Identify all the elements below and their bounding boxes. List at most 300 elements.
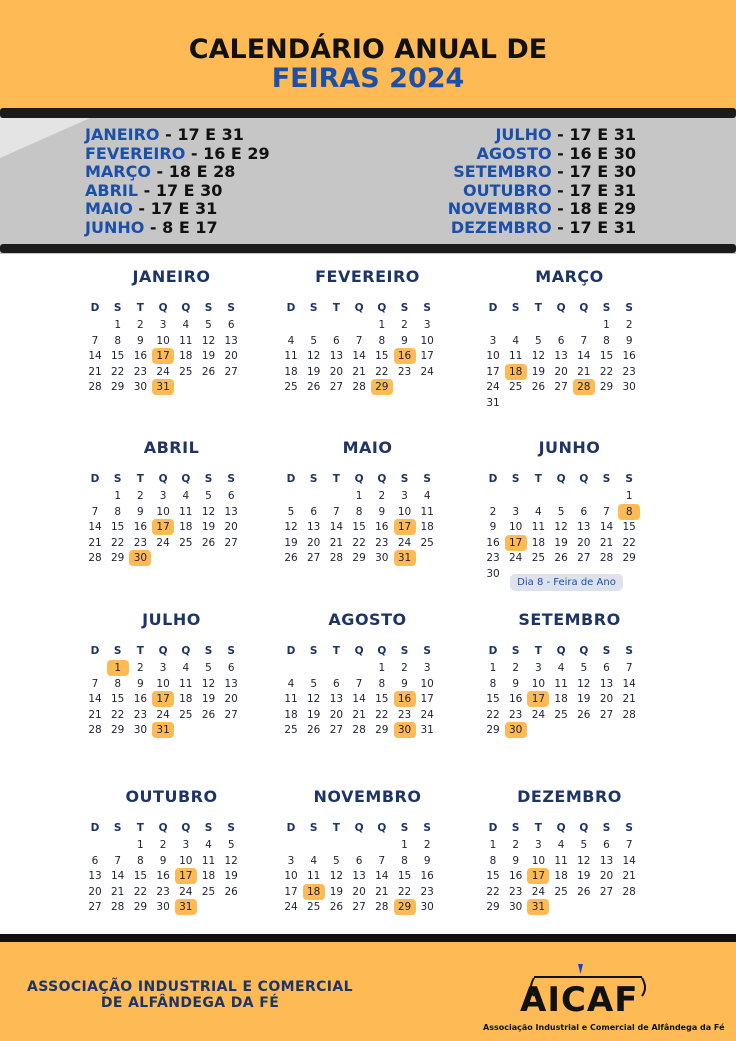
day-cell: 24 [284,901,298,913]
weekday-header: S [309,302,318,314]
summary-dates: - 8 E 17 [144,217,218,237]
day-cell: 23 [133,708,148,721]
day-cell: 11 [179,505,193,518]
summary-dates: - 17 E 31 [551,217,636,237]
day-cell: 16 [486,536,500,549]
association-line-1: ASSOCIAÇÃO INDUSTRIAL E COMERCIAL [27,979,353,995]
day-cell: 28 [329,552,344,564]
day-cell: 29 [352,552,366,564]
day-cell: 29 [111,381,125,393]
day-cell: 1 [603,319,610,331]
day-cell: 21 [352,708,366,721]
weekday-header: S [309,473,318,485]
day-cell: 1 [489,662,497,674]
summary-row [448,126,636,145]
weekday-header: Q [377,302,387,314]
weekday-header: S [113,302,122,314]
day-cell: 11 [179,334,193,347]
day-cell: 29 [622,552,636,564]
weekday-header: S [423,473,431,485]
weekday-header: T [136,645,144,657]
day-cell: 12 [329,870,344,882]
month-calendar [84,786,259,913]
day-cell: 13 [577,521,591,533]
day-cell: 4 [182,490,190,502]
fair-day: 8 [618,504,640,520]
day-cell: 25 [554,708,568,721]
day-cell: 7 [625,662,633,674]
day-cell: 14 [111,870,125,882]
day-cell: 11 [307,870,321,882]
day-cell: 29 [599,381,614,393]
weekday-header: S [602,473,611,485]
day-cell: 16 [420,870,434,882]
day-cell: 19 [577,693,591,705]
day-cell: 3 [182,839,190,851]
weekday-header: S [204,645,213,657]
day-cell: 6 [603,839,610,851]
day-cell: 14 [88,521,102,533]
weekday-header: Q [377,645,387,657]
day-cell: 13 [599,677,614,690]
day-cell: 13 [554,350,568,362]
weekday-header: D [286,822,296,834]
weekday-header: Q [158,822,168,834]
day-cell: 24 [156,365,170,378]
weekday-header: T [332,473,340,485]
day-cell: 7 [114,854,122,867]
day-cell: 7 [625,839,633,851]
month-title: JUNHO [538,438,601,457]
day-cell: 22 [111,365,125,378]
band-bottom-stroke [0,244,736,253]
day-cell: 28 [599,552,614,564]
day-cell: 27 [352,901,366,913]
day-cell: 21 [352,365,366,378]
day-cell: 19 [577,870,591,882]
day-cell: 5 [205,662,212,674]
day-cell: 3 [159,319,167,331]
summary-row [448,219,636,238]
day-cell: 22 [622,536,636,549]
month-calendar [482,786,657,913]
day-cell: 18 [201,870,216,882]
day-cell: 14 [375,870,389,882]
summary-month: AGOSTO [476,143,552,163]
day-cell: 29 [111,552,125,564]
fair-day: 16 [394,348,416,364]
day-cell: 9 [137,677,144,690]
weekday-header: Q [579,302,589,314]
weekday-header: Q [579,645,589,657]
day-cell: 30 [420,901,434,913]
day-cell: 29 [111,724,125,736]
day-cell: 3 [535,662,542,674]
day-cell: 20 [307,536,321,549]
day-cell: 26 [224,885,238,898]
day-cell: 14 [622,854,636,867]
summary-row [85,145,270,164]
day-cell: 19 [284,536,298,549]
day-cell: 9 [378,505,386,518]
day-cell: 7 [91,505,99,518]
summary-dates: - 17 E 31 [132,199,218,218]
day-cell: 23 [486,552,500,564]
month-title: JULHO [142,610,201,629]
day-cell: 24 [179,885,193,898]
footer [0,942,736,1041]
weekday-header: S [400,473,409,485]
day-cell: 13 [352,870,366,882]
month-calendar [280,609,455,736]
summary-month: JUNHO [85,217,145,237]
day-cell: 4 [310,854,318,867]
day-cell: 30 [375,552,389,564]
fair-day: 30 [129,550,151,566]
day-cell: 2 [378,490,386,502]
footer-top-stroke [0,934,736,942]
day-cell: 5 [310,677,318,690]
fair-day: 17 [505,535,527,551]
day-cell: 12 [284,521,298,533]
day-cell: 24 [420,708,434,721]
weekday-header: Q [158,302,168,314]
day-cell: 14 [88,693,102,705]
day-cell: 16 [133,693,148,705]
day-cell: 11 [179,677,193,690]
day-cell: 25 [284,724,298,736]
association-name [0,979,380,1011]
day-cell: 25 [307,901,321,913]
day-cell: 8 [137,854,144,867]
day-cell: 10 [156,677,170,690]
day-cell: 1 [378,319,386,331]
day-cell: 30 [509,901,523,913]
day-cell: 2 [401,662,408,674]
day-cell: 20 [224,350,238,362]
day-cell: 2 [159,839,167,851]
day-cell: 27 [307,552,321,564]
day-cell: 19 [531,365,546,378]
weekday-header: T [534,645,542,657]
day-cell: 11 [284,693,298,705]
day-cell: 24 [397,536,412,549]
fair-day: 1 [107,660,129,676]
day-cell: 31 [486,396,500,409]
day-cell: 20 [352,885,366,898]
day-cell: 12 [201,677,216,690]
weekday-header: S [511,645,520,657]
weekday-header: D [90,822,100,834]
day-cell: 14 [622,677,636,690]
day-cell: 24 [531,708,546,721]
day-cell: 30 [156,901,170,913]
day-cell: 18 [284,365,298,378]
day-cell: 27 [577,552,591,564]
day-cell: 6 [603,662,610,674]
day-cell: 13 [224,677,238,690]
fair-day: 31 [152,379,174,395]
day-cell: 5 [580,662,588,674]
day-cell: 27 [224,536,238,549]
fair-day: 31 [152,722,174,738]
day-cell: 11 [554,677,568,690]
day-cell: 21 [622,693,636,705]
weekday-header: S [113,822,122,834]
weekday-header: Q [377,822,387,834]
day-cell: 13 [88,870,102,882]
day-cell: 3 [423,662,431,674]
day-cell: 26 [329,901,344,913]
day-cell: 30 [133,724,148,736]
day-cell: 8 [603,334,610,347]
day-cell: 6 [355,854,363,867]
weekday-header: Q [556,645,566,657]
day-cell: 13 [307,521,321,533]
day-cell: 29 [486,724,500,736]
logo-text: AICAF [520,980,639,1020]
day-cell: 9 [159,854,167,867]
weekday-header: D [286,302,296,314]
day-cell: 5 [333,854,340,867]
day-cell: 25 [201,885,216,898]
day-cell: 21 [88,365,102,378]
day-cell: 7 [378,854,386,867]
day-cell: 23 [397,708,412,721]
day-cell: 1 [114,490,122,502]
day-cell: 3 [535,839,542,851]
month-calendar [84,437,259,564]
day-cell: 5 [557,505,565,518]
day-cell: 4 [182,319,190,331]
weekday-header: S [400,302,409,314]
day-cell: 23 [133,536,148,549]
day-cell: 18 [179,350,193,362]
weekday-header: Q [556,822,566,834]
summary-dates: - 18 E 29 [551,199,636,218]
day-cell: 25 [531,552,546,564]
day-cell: 8 [378,334,386,347]
month-title: DEZEMBRO [517,787,622,806]
day-cell: 5 [310,334,318,347]
day-cell: 11 [284,350,298,362]
day-cell: 2 [512,662,520,674]
day-cell: 20 [329,708,344,721]
logo-subtitle: Associação Industrial e Comercial de Alfândega da Fé [483,1023,725,1032]
day-cell: 25 [554,885,568,898]
day-cell: 3 [159,662,167,674]
day-cell: 15 [486,693,500,705]
day-cell: 7 [91,334,99,347]
day-cell: 1 [378,662,386,674]
day-cell: 23 [420,885,434,898]
weekday-header: Q [579,473,589,485]
page-subtitle: FEIRAS 2024 [271,63,465,94]
day-cell: 26 [554,552,568,564]
day-cell: 13 [224,505,238,518]
day-cell: 9 [625,334,633,347]
weekday-header: S [423,645,431,657]
day-cell: 20 [329,365,344,378]
day-cell: 6 [310,505,318,518]
day-cell: 8 [114,505,122,518]
day-cell: 4 [512,334,520,347]
day-cell: 24 [486,381,500,393]
june-note-badge: Dia 8 - Feira de Ano [510,574,623,591]
fair-day: 29 [371,379,393,395]
day-cell: 18 [179,693,193,705]
month-title: JANEIRO [132,267,211,286]
weekday-header: Q [181,302,191,314]
day-cell: 17 [284,885,298,898]
day-cell: 16 [509,870,523,882]
day-cell: 26 [201,708,216,721]
day-cell: 28 [352,381,366,393]
day-cell: 24 [420,365,434,378]
month-calendar [280,786,455,913]
day-cell: 27 [88,901,102,913]
fair-day: 17 [394,519,416,535]
day-cell: 10 [284,870,298,882]
month-title: FEVEREIRO [315,267,420,286]
day-cell: 12 [577,677,591,690]
weekday-header: D [90,473,100,485]
weekday-header: Q [158,473,168,485]
day-cell: 11 [554,854,568,867]
day-cell: 9 [512,854,520,867]
weekday-header: D [90,645,100,657]
weekday-header: D [488,645,498,657]
summary-month: MAIO [85,199,133,218]
weekday-header: T [332,822,340,834]
day-cell: 5 [580,839,588,851]
weekday-header: S [511,473,520,485]
day-cell: 17 [486,365,500,378]
day-cell: 1 [625,490,633,502]
day-cell: 3 [159,490,167,502]
day-cell: 18 [420,521,434,533]
day-cell: 8 [378,677,386,690]
day-cell: 19 [307,365,321,378]
weekday-header: S [625,473,633,485]
day-cell: 10 [397,505,412,518]
day-cell: 12 [554,521,568,533]
day-cell: 7 [603,505,610,518]
fair-day: 17 [152,691,174,707]
fair-day: 31 [394,550,416,566]
day-cell: 26 [577,885,591,898]
day-cell: 23 [509,708,523,721]
day-cell: 27 [599,708,614,721]
day-cell: 22 [486,708,500,721]
summary-row [448,200,636,219]
fair-day: 17 [527,868,549,884]
day-cell: 15 [375,350,389,362]
day-cell: 16 [375,521,389,533]
band-top-stroke [0,108,736,118]
day-cell: 12 [307,350,321,362]
summary-dates: - 17 E 30 [551,162,636,181]
day-cell: 12 [577,854,591,867]
day-cell: 29 [486,901,500,913]
day-cell: 9 [512,677,520,690]
summary-list-right [448,126,636,237]
day-cell: 6 [91,854,99,867]
day-cell: 28 [375,901,389,913]
day-cell: 18 [284,708,298,721]
day-cell: 10 [531,854,546,867]
day-cell: 27 [599,885,614,898]
day-cell: 5 [205,319,212,331]
day-cell: 18 [554,693,568,705]
weekday-header: T [534,302,542,314]
month-title: OUTUBRO [125,787,218,806]
day-cell: 4 [557,839,565,851]
association-line-2: DE ALFÂNDEGA DA FÉ [100,995,280,1011]
fair-day: 17 [152,348,174,364]
day-cell: 15 [111,350,125,362]
day-cell: 2 [137,662,144,674]
day-cell: 23 [133,365,148,378]
day-cell: 2 [489,505,497,518]
day-cell: 23 [397,365,412,378]
weekday-header: S [309,645,318,657]
day-cell: 15 [622,521,636,533]
weekday-header: S [309,822,318,834]
weekday-header: Q [181,822,191,834]
month-title: SETEMBRO [518,610,621,629]
summary-month: OUTUBRO [462,180,552,200]
weekday-header: T [332,302,340,314]
month-title: ABRIL [143,438,200,457]
day-cell: 12 [201,334,216,347]
fair-day: 31 [175,899,197,915]
month-calendar [280,437,455,564]
weekday-header: S [423,302,431,314]
day-cell: 9 [401,334,408,347]
day-cell: 23 [622,365,636,378]
weekday-header: D [286,473,296,485]
day-cell: 16 [622,350,636,362]
day-cell: 24 [531,885,546,898]
weekday-header: Q [354,473,364,485]
month-calendar [280,266,455,393]
day-cell: 6 [333,677,340,690]
day-cell: 9 [423,854,431,867]
summary-dates: - 18 E 28 [150,162,236,181]
weekday-header: S [423,822,431,834]
summary-month: SETEMBRO [453,162,552,181]
day-cell: 27 [224,708,238,721]
weekday-header: S [602,645,611,657]
day-cell: 10 [156,505,170,518]
day-cell: 15 [375,693,389,705]
day-cell: 10 [420,334,434,347]
weekday-header: S [625,302,633,314]
day-cell: 10 [486,350,500,362]
weekday-header: Q [354,645,364,657]
fair-day: 18 [303,884,325,900]
day-cell: 22 [133,885,148,898]
day-cell: 18 [531,536,546,549]
day-cell: 3 [512,505,520,518]
day-cell: 4 [535,505,542,518]
day-cell: 1 [401,839,408,851]
day-cell: 16 [133,350,148,362]
day-cell: 20 [599,693,614,705]
summary-dates: - 16 E 30 [551,143,636,163]
day-cell: 26 [201,536,216,549]
